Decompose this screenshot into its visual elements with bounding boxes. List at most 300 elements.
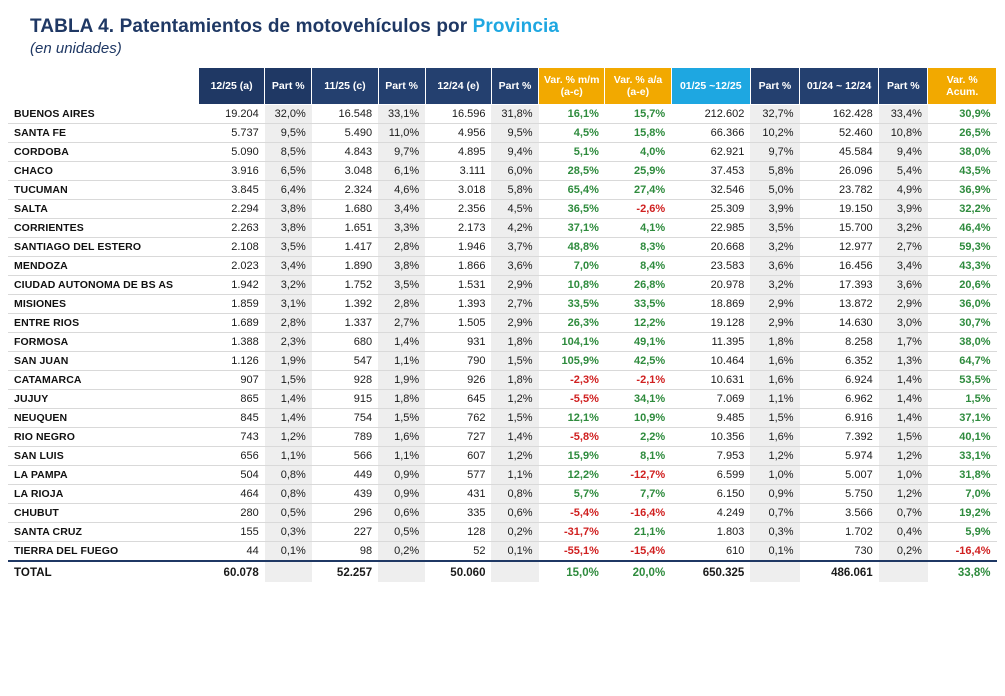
cell-c2: 0,8% xyxy=(265,466,312,485)
cell-c1: 1.689 xyxy=(198,314,264,333)
cell-c13: 46,4% xyxy=(928,219,997,238)
table-row xyxy=(8,447,997,466)
cell-c13: 37,1% xyxy=(928,409,997,428)
cell-c5: 1.505 xyxy=(425,314,491,333)
cell-c3: 449 xyxy=(312,466,378,485)
cell-c5: 16.596 xyxy=(425,105,491,124)
header-cell-acum-2024: 01/24 ~ 12/24 xyxy=(800,68,879,105)
cell-c10: 0,3% xyxy=(750,523,799,542)
cell-c9: 11.395 xyxy=(671,333,750,352)
cell-c10: 1,6% xyxy=(750,352,799,371)
cell-c11: 52.460 xyxy=(800,124,879,143)
cell-c7: 12,2% xyxy=(539,466,605,485)
cell-c8: -15,4% xyxy=(605,542,671,562)
table-row xyxy=(8,276,997,295)
cell-c7: 16,1% xyxy=(539,105,605,124)
cell-c5: 1.866 xyxy=(425,257,491,276)
cell-c7: 65,4% xyxy=(539,181,605,200)
cell-c10: 3,6% xyxy=(750,257,799,276)
row-label: TOTAL xyxy=(8,561,198,582)
cell-c5: 931 xyxy=(425,333,491,352)
cell-c6: 1,4% xyxy=(491,428,538,447)
cell-c7: 105,9% xyxy=(539,352,605,371)
cell-c3: 1.680 xyxy=(312,200,378,219)
table-row xyxy=(8,181,997,200)
cell-c11: 162.428 xyxy=(800,105,879,124)
cell-c11: 5.750 xyxy=(800,485,879,504)
cell-c8: 8,3% xyxy=(605,238,671,257)
cell-c12: 1,4% xyxy=(879,409,928,428)
cell-c6: 9,5% xyxy=(491,124,538,143)
cell-c6: 2,9% xyxy=(491,276,538,295)
cell-c13: 33,1% xyxy=(928,447,997,466)
cell-c8: 10,9% xyxy=(605,409,671,428)
cell-c3: 1.752 xyxy=(312,276,378,295)
cell-c5: 607 xyxy=(425,447,491,466)
cell-c12 xyxy=(879,561,928,582)
cell-c5: 1.393 xyxy=(425,295,491,314)
cell-c1: 907 xyxy=(198,371,264,390)
table-row xyxy=(8,504,997,523)
table-row xyxy=(8,523,997,542)
cell-c1: 1.388 xyxy=(198,333,264,352)
cell-c10: 1,8% xyxy=(750,333,799,352)
cell-c10: 5,8% xyxy=(750,162,799,181)
cell-c3: 1.337 xyxy=(312,314,378,333)
cell-c3: 547 xyxy=(312,352,378,371)
cell-c12: 0,7% xyxy=(879,504,928,523)
cell-c11: 15.700 xyxy=(800,219,879,238)
cell-c7: 28,5% xyxy=(539,162,605,181)
table-row xyxy=(8,162,997,181)
header-cell-acum-2025: 01/25 ~12/25 xyxy=(671,68,750,105)
cell-c4: 1,1% xyxy=(378,447,425,466)
table-row xyxy=(8,257,997,276)
cell-c13: 40,1% xyxy=(928,428,997,447)
row-label: CORRIENTES xyxy=(8,219,198,238)
cell-c11: 5.007 xyxy=(800,466,879,485)
cell-c12: 0,4% xyxy=(879,523,928,542)
table-row xyxy=(8,333,997,352)
row-label: MENDOZA xyxy=(8,257,198,276)
cell-c13: 38,0% xyxy=(928,143,997,162)
table-row xyxy=(8,409,997,428)
cell-c4: 1,1% xyxy=(378,352,425,371)
cell-c9: 9.485 xyxy=(671,409,750,428)
cell-c7: 5,7% xyxy=(539,485,605,504)
cell-c6: 9,4% xyxy=(491,143,538,162)
title-accent: Provincia xyxy=(472,16,560,37)
cell-c6: 4,2% xyxy=(491,219,538,238)
cell-c2: 1,4% xyxy=(265,409,312,428)
cell-c13: 43,5% xyxy=(928,162,997,181)
cell-c13: 26,5% xyxy=(928,124,997,143)
header-cell-1125c: 11/25 (c) xyxy=(312,68,378,105)
cell-c3: 227 xyxy=(312,523,378,542)
cell-c4: 1,8% xyxy=(378,390,425,409)
cell-c9: 1.803 xyxy=(671,523,750,542)
cell-c1: 2.294 xyxy=(198,200,264,219)
cell-c2: 1,5% xyxy=(265,371,312,390)
row-label: CHUBUT xyxy=(8,504,198,523)
cell-c8: 12,2% xyxy=(605,314,671,333)
cell-c2: 3,8% xyxy=(265,219,312,238)
cell-c11: 17.393 xyxy=(800,276,879,295)
cell-c8: -2,6% xyxy=(605,200,671,219)
row-label: SAN JUAN xyxy=(8,352,198,371)
cell-c9: 19.128 xyxy=(671,314,750,333)
cell-c13: 20,6% xyxy=(928,276,997,295)
cell-c3: 1.392 xyxy=(312,295,378,314)
cell-c2: 0,8% xyxy=(265,485,312,504)
cell-c2: 3,8% xyxy=(265,200,312,219)
cell-c8: 8,1% xyxy=(605,447,671,466)
cell-c10: 10,2% xyxy=(750,124,799,143)
header-cell-part2: Part % xyxy=(378,68,425,105)
cell-c4: 6,1% xyxy=(378,162,425,181)
cell-c8: 15,7% xyxy=(605,105,671,124)
cell-c12: 1,2% xyxy=(879,447,928,466)
cell-c6: 1,8% xyxy=(491,371,538,390)
row-label: NEUQUEN xyxy=(8,409,198,428)
cell-c12: 1,3% xyxy=(879,352,928,371)
cell-c1: 1.942 xyxy=(198,276,264,295)
cell-c11: 486.061 xyxy=(800,561,879,582)
cell-c8: 7,7% xyxy=(605,485,671,504)
cell-c3: 52.257 xyxy=(312,561,378,582)
cell-c6 xyxy=(491,561,538,582)
row-label: SANTA CRUZ xyxy=(8,523,198,542)
cell-c3: 4.843 xyxy=(312,143,378,162)
cell-c5: 335 xyxy=(425,504,491,523)
cell-c5: 727 xyxy=(425,428,491,447)
cell-c4: 1,6% xyxy=(378,428,425,447)
cell-c10: 3,5% xyxy=(750,219,799,238)
cell-c10 xyxy=(750,561,799,582)
cell-c13: 38,0% xyxy=(928,333,997,352)
cell-c2: 32,0% xyxy=(265,105,312,124)
cell-c10: 0,1% xyxy=(750,542,799,562)
table-row xyxy=(8,105,997,124)
cell-c13: 1,5% xyxy=(928,390,997,409)
cell-c11: 6.962 xyxy=(800,390,879,409)
cell-c1: 1.859 xyxy=(198,295,264,314)
cell-c10: 1,5% xyxy=(750,409,799,428)
cell-c5: 3.018 xyxy=(425,181,491,200)
cell-c6: 1,2% xyxy=(491,390,538,409)
cell-c9: 10.631 xyxy=(671,371,750,390)
cell-c4: 1,5% xyxy=(378,409,425,428)
cell-c12: 10,8% xyxy=(879,124,928,143)
cell-c2: 2,3% xyxy=(265,333,312,352)
cell-c8: 26,8% xyxy=(605,276,671,295)
cell-c7: 37,1% xyxy=(539,219,605,238)
cell-c3: 16.548 xyxy=(312,105,378,124)
cell-c8: 4,1% xyxy=(605,219,671,238)
cell-c8: 42,5% xyxy=(605,352,671,371)
cell-c10: 3,2% xyxy=(750,238,799,257)
cell-c9: 212.602 xyxy=(671,105,750,124)
cell-c9: 62.921 xyxy=(671,143,750,162)
header-cell-blank xyxy=(8,68,198,105)
table-row xyxy=(8,219,997,238)
cell-c13: 36,0% xyxy=(928,295,997,314)
cell-c1: 656 xyxy=(198,447,264,466)
cell-c1: 845 xyxy=(198,409,264,428)
cell-c9: 23.583 xyxy=(671,257,750,276)
cell-c11: 23.782 xyxy=(800,181,879,200)
table-row xyxy=(8,542,997,562)
cell-c2: 3,4% xyxy=(265,257,312,276)
cell-c12: 3,6% xyxy=(879,276,928,295)
cell-c3: 1.651 xyxy=(312,219,378,238)
cell-c6: 1,5% xyxy=(491,409,538,428)
row-label: LA RIOJA xyxy=(8,485,198,504)
table-row xyxy=(8,390,997,409)
cell-c9: 18.869 xyxy=(671,295,750,314)
cell-c10: 2,9% xyxy=(750,314,799,333)
cell-c10: 1,0% xyxy=(750,466,799,485)
cell-c6: 1,1% xyxy=(491,466,538,485)
cell-c9: 66.366 xyxy=(671,124,750,143)
cell-c1: 60.078 xyxy=(198,561,264,582)
cell-c6: 5,8% xyxy=(491,181,538,200)
row-label: CATAMARCA xyxy=(8,371,198,390)
cell-c6: 1,5% xyxy=(491,352,538,371)
patentamientos-table xyxy=(8,67,997,582)
cell-c2: 1,2% xyxy=(265,428,312,447)
cell-c8: 20,0% xyxy=(605,561,671,582)
cell-c10: 32,7% xyxy=(750,105,799,124)
cell-c4 xyxy=(378,561,425,582)
cell-c2 xyxy=(265,561,312,582)
cell-c7: 7,0% xyxy=(539,257,605,276)
row-label: CHACO xyxy=(8,162,198,181)
cell-c2: 9,5% xyxy=(265,124,312,143)
row-label: LA PAMPA xyxy=(8,466,198,485)
cell-c1: 1.126 xyxy=(198,352,264,371)
cell-c11: 8.258 xyxy=(800,333,879,352)
cell-c11: 45.584 xyxy=(800,143,879,162)
cell-c5: 645 xyxy=(425,390,491,409)
page-title xyxy=(30,16,997,38)
cell-c13: 5,9% xyxy=(928,523,997,542)
cell-c10: 5,0% xyxy=(750,181,799,200)
cell-c3: 680 xyxy=(312,333,378,352)
cell-c5: 790 xyxy=(425,352,491,371)
cell-c8: 2,2% xyxy=(605,428,671,447)
cell-c4: 1,9% xyxy=(378,371,425,390)
cell-c12: 1,4% xyxy=(879,371,928,390)
cell-c9: 37.453 xyxy=(671,162,750,181)
cell-c6: 3,6% xyxy=(491,257,538,276)
cell-c3: 296 xyxy=(312,504,378,523)
cell-c2: 0,3% xyxy=(265,523,312,542)
cell-c11: 16.456 xyxy=(800,257,879,276)
cell-c7: 4,5% xyxy=(539,124,605,143)
cell-c5: 762 xyxy=(425,409,491,428)
cell-c8: 8,4% xyxy=(605,257,671,276)
cell-c12: 3,4% xyxy=(879,257,928,276)
cell-c2: 1,4% xyxy=(265,390,312,409)
cell-c6: 0,1% xyxy=(491,542,538,562)
cell-c11: 6.916 xyxy=(800,409,879,428)
cell-c12: 3,2% xyxy=(879,219,928,238)
table-row xyxy=(8,143,997,162)
cell-c8: 33,5% xyxy=(605,295,671,314)
cell-c11: 730 xyxy=(800,542,879,562)
cell-c10: 3,9% xyxy=(750,200,799,219)
cell-c7: 5,1% xyxy=(539,143,605,162)
cell-c11: 14.630 xyxy=(800,314,879,333)
cell-c7: -5,4% xyxy=(539,504,605,523)
cell-c8: 15,8% xyxy=(605,124,671,143)
cell-c4: 11,0% xyxy=(378,124,425,143)
cell-c4: 2,7% xyxy=(378,314,425,333)
cell-c9: 32.546 xyxy=(671,181,750,200)
cell-c12: 1,2% xyxy=(879,485,928,504)
row-label: RIO NEGRO xyxy=(8,428,198,447)
cell-c5: 431 xyxy=(425,485,491,504)
cell-c4: 9,7% xyxy=(378,143,425,162)
cell-c8: 4,0% xyxy=(605,143,671,162)
cell-c7: 104,1% xyxy=(539,333,605,352)
cell-c8: 27,4% xyxy=(605,181,671,200)
cell-c9: 4.249 xyxy=(671,504,750,523)
cell-c1: 2.108 xyxy=(198,238,264,257)
cell-c1: 2.263 xyxy=(198,219,264,238)
cell-c3: 928 xyxy=(312,371,378,390)
cell-c4: 0,6% xyxy=(378,504,425,523)
cell-c9: 25.309 xyxy=(671,200,750,219)
cell-c1: 280 xyxy=(198,504,264,523)
cell-c11: 6.924 xyxy=(800,371,879,390)
cell-c1: 743 xyxy=(198,428,264,447)
cell-c6: 1,8% xyxy=(491,333,538,352)
cell-c5: 926 xyxy=(425,371,491,390)
cell-c9: 6.599 xyxy=(671,466,750,485)
cell-c7: 12,1% xyxy=(539,409,605,428)
title-prefix: TABLA 4. xyxy=(30,16,115,37)
header-cell-1224e: 12/24 (e) xyxy=(425,68,491,105)
cell-c4: 3,8% xyxy=(378,257,425,276)
table-row xyxy=(8,352,997,371)
cell-c9: 610 xyxy=(671,542,750,562)
cell-c12: 1,4% xyxy=(879,390,928,409)
cell-c12: 2,7% xyxy=(879,238,928,257)
cell-c9: 22.985 xyxy=(671,219,750,238)
cell-c1: 5.737 xyxy=(198,124,264,143)
cell-c5: 1.946 xyxy=(425,238,491,257)
row-label: SAN LUIS xyxy=(8,447,198,466)
cell-c4: 3,5% xyxy=(378,276,425,295)
cell-c7: 15,9% xyxy=(539,447,605,466)
cell-c5: 2.173 xyxy=(425,219,491,238)
cell-c3: 789 xyxy=(312,428,378,447)
table-row xyxy=(8,428,997,447)
cell-c11: 7.392 xyxy=(800,428,879,447)
cell-c1: 5.090 xyxy=(198,143,264,162)
cell-c8: 25,9% xyxy=(605,162,671,181)
cell-c4: 0,2% xyxy=(378,542,425,562)
cell-c5: 2.356 xyxy=(425,200,491,219)
table-row xyxy=(8,124,997,143)
cell-c6: 0,2% xyxy=(491,523,538,542)
row-label: SANTIAGO DEL ESTERO xyxy=(8,238,198,257)
cell-c10: 0,7% xyxy=(750,504,799,523)
cell-c8: -2,1% xyxy=(605,371,671,390)
cell-c11: 19.150 xyxy=(800,200,879,219)
row-label: SALTA xyxy=(8,200,198,219)
cell-c9: 7.953 xyxy=(671,447,750,466)
cell-c12: 1,7% xyxy=(879,333,928,352)
header-cell-1225a: 12/25 (a) xyxy=(198,68,264,105)
cell-c6: 0,6% xyxy=(491,504,538,523)
row-label: ENTRE RIOS xyxy=(8,314,198,333)
cell-c6: 2,7% xyxy=(491,295,538,314)
cell-c7: 15,0% xyxy=(539,561,605,582)
table-row xyxy=(8,314,997,333)
row-label: FORMOSA xyxy=(8,333,198,352)
cell-c12: 2,9% xyxy=(879,295,928,314)
cell-c13: 64,7% xyxy=(928,352,997,371)
cell-c10: 1,1% xyxy=(750,390,799,409)
cell-c5: 577 xyxy=(425,466,491,485)
cell-c9: 6.150 xyxy=(671,485,750,504)
table-header xyxy=(8,68,997,105)
cell-c1: 3.916 xyxy=(198,162,264,181)
table-row xyxy=(8,200,997,219)
cell-c12: 1,5% xyxy=(879,428,928,447)
cell-c11: 3.566 xyxy=(800,504,879,523)
cell-c4: 0,5% xyxy=(378,523,425,542)
cell-c4: 3,3% xyxy=(378,219,425,238)
cell-c12: 1,0% xyxy=(879,466,928,485)
cell-c4: 0,9% xyxy=(378,485,425,504)
cell-c9: 20.668 xyxy=(671,238,750,257)
cell-c7: 36,5% xyxy=(539,200,605,219)
cell-c7: 48,8% xyxy=(539,238,605,257)
cell-c4: 0,9% xyxy=(378,466,425,485)
cell-c2: 1,9% xyxy=(265,352,312,371)
cell-c7: -55,1% xyxy=(539,542,605,562)
cell-c2: 3,1% xyxy=(265,295,312,314)
cell-c8: -16,4% xyxy=(605,504,671,523)
cell-c2: 8,5% xyxy=(265,143,312,162)
cell-c4: 2,8% xyxy=(378,238,425,257)
cell-c3: 98 xyxy=(312,542,378,562)
row-label: CORDOBA xyxy=(8,143,198,162)
cell-c2: 3,5% xyxy=(265,238,312,257)
cell-c13: 36,9% xyxy=(928,181,997,200)
header-cell-var-mm: Var. % m/m (a-c) xyxy=(539,68,605,105)
cell-c3: 5.490 xyxy=(312,124,378,143)
row-label: JUJUY xyxy=(8,390,198,409)
cell-c3: 439 xyxy=(312,485,378,504)
row-label: MISIONES xyxy=(8,295,198,314)
cell-c13: 43,3% xyxy=(928,257,997,276)
cell-c11: 1.702 xyxy=(800,523,879,542)
cell-c2: 0,5% xyxy=(265,504,312,523)
cell-c11: 12.977 xyxy=(800,238,879,257)
cell-c8: 21,1% xyxy=(605,523,671,542)
cell-c5: 128 xyxy=(425,523,491,542)
table-total-row xyxy=(8,561,997,582)
cell-c10: 2,9% xyxy=(750,295,799,314)
cell-c1: 19.204 xyxy=(198,105,264,124)
cell-c1: 865 xyxy=(198,390,264,409)
cell-c10: 1,6% xyxy=(750,371,799,390)
